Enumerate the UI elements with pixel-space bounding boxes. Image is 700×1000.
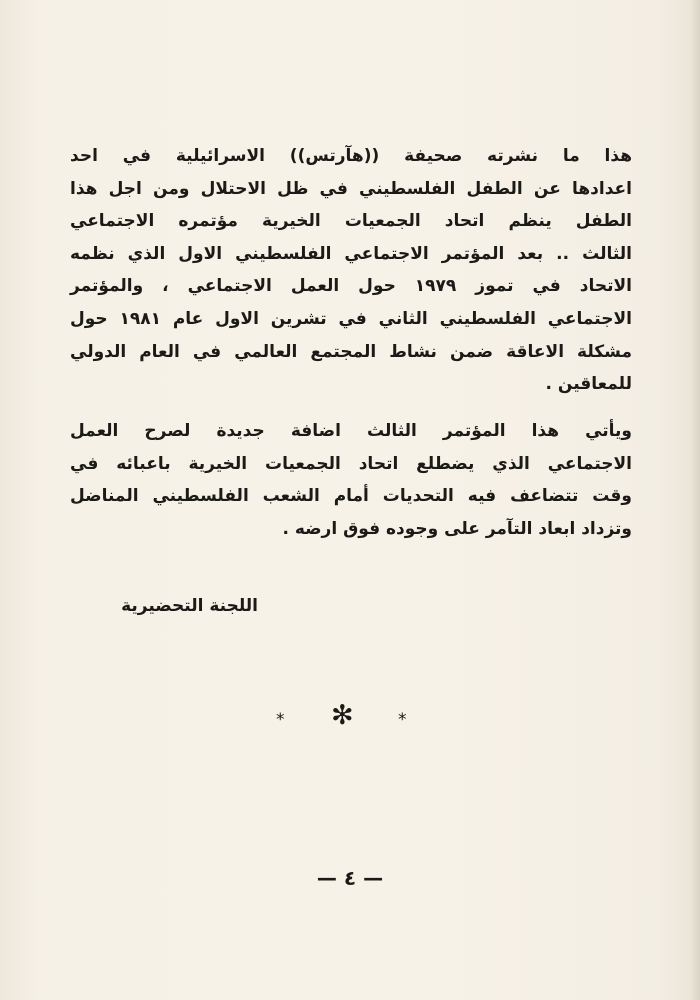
large-asterisk-icon: ✻ [331, 700, 354, 731]
paragraph-1-line: هذا ما نشرته صحيفة ((هآرتس)) الاسرائيلية في احد [70, 146, 632, 166]
paragraph-2-line: ويأتي هذا المؤتمر الثالث اضافة جديدة لصرح العمل [70, 421, 632, 441]
small-asterisk-icon: * [276, 710, 285, 730]
small-asterisk-icon: * [398, 710, 407, 730]
page-edge-shadow [690, 0, 700, 1000]
paragraph-2-line: وقت تتضاعف فيه التحديات أمام الشعب الفلسطيني المناضل [70, 486, 632, 507]
paragraph-1-line: اعدادها عن الطفل الفلسطيني في ظل الاحتلال ومن اجل هذا [70, 178, 632, 199]
ornament-divider [0, 700, 700, 740]
paragraph-2 [70, 415, 632, 545]
paragraph-1 [70, 140, 632, 401]
paragraph-1-line: الطفل ينظم اتحاد الجمعيات الخيرية مؤتمره الاجتماعي [70, 211, 632, 232]
paragraph-2-line: وتزداد ابعاد التآمر على وجوده فوق ارضه . [282, 518, 632, 539]
signature-preparatory-committee: اللجنة التحضيرية [121, 596, 258, 616]
paragraph-1-line: الاجتماعي الفلسطيني الثاني في تشرين الاول عام ١٩٨١ حول [70, 308, 632, 329]
paragraph-1-line: مشكلة الاعاقة ضمن نشاط المجتمع العالمي في العام الدولي [70, 341, 632, 362]
paragraph-1-line: للمعاقين . [545, 374, 632, 395]
paragraph-2-line: الاجتماعي الذي يضطلع اتحاد الجمعيات الخيرية باعبائه في [70, 453, 632, 474]
paragraph-1-line: الثالث .. بعد المؤتمر الاجتماعي الفلسطيني الاول الذي نظمه [70, 243, 632, 264]
paragraph-1-line: الاتحاد في تموز ١٩٧٩ حول العمل الاجتماعي ، والمؤتمر [70, 276, 632, 297]
page-number: — ٤ — [316, 866, 384, 890]
